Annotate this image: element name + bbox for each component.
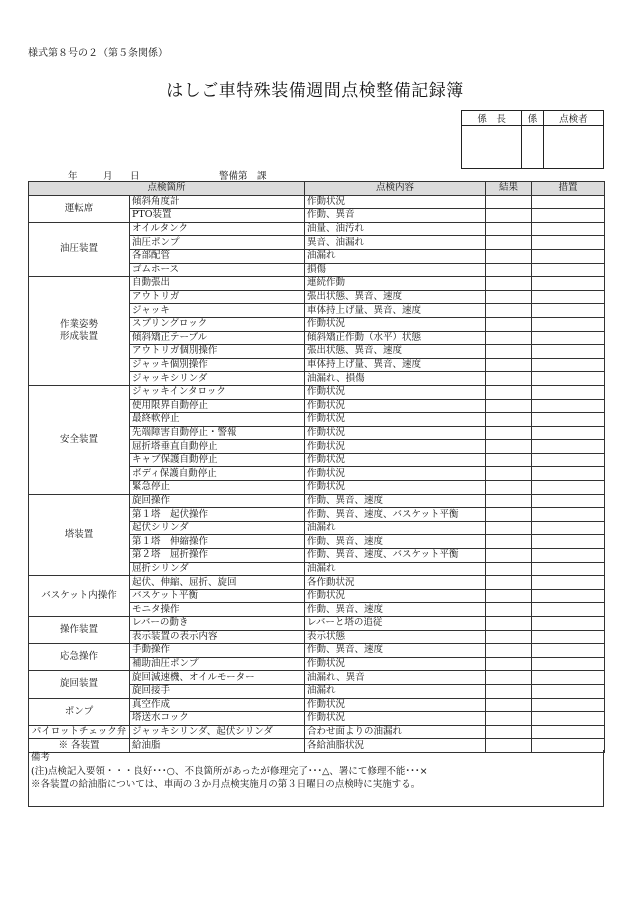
- action-cell[interactable]: [532, 440, 605, 454]
- item-cell: 補助油圧ポンプ: [130, 657, 305, 671]
- date-line: [28, 168, 328, 181]
- item-cell: 最終軟停止: [130, 413, 305, 427]
- action-cell[interactable]: [532, 345, 605, 359]
- action-cell[interactable]: [532, 453, 605, 467]
- item-cell: 屈折シリンダ: [130, 562, 305, 576]
- item-cell: 真空作成: [130, 698, 305, 712]
- category-label: バスケット内操作: [41, 590, 117, 602]
- result-cell[interactable]: [486, 481, 532, 495]
- item-cell: 使用限界自動停止: [130, 399, 305, 413]
- category-label: 運転席: [64, 202, 94, 214]
- table-row: [29, 725, 605, 739]
- category-label: 形成装置: [59, 331, 98, 343]
- item-cell: ジャッキ個別操作: [130, 358, 305, 372]
- action-cell[interactable]: [532, 236, 605, 250]
- remarks-legend: (注)点検記入要領・・・良好･･･○、不良箇所があったが修理完了･･･△、署にて修理不能･･･×: [31, 765, 428, 777]
- action-cell[interactable]: [532, 549, 605, 563]
- check-content-cell: 作動状況: [305, 589, 486, 603]
- category-label: パイロットチェック弁: [31, 726, 127, 738]
- action-cell[interactable]: [532, 562, 605, 576]
- check-content-cell: 車体持上げ量、異音、速度: [305, 358, 486, 372]
- remarks-heading: 備考: [31, 752, 51, 763]
- department-label: 警備第 課: [219, 171, 267, 182]
- result-cell[interactable]: [486, 385, 532, 399]
- item-cell: 旋回接手: [130, 684, 305, 698]
- action-cell[interactable]: [532, 209, 605, 223]
- result-cell[interactable]: [486, 671, 532, 685]
- check-content-cell: 作動状況: [305, 195, 486, 209]
- item-cell: 油圧ポンプ: [130, 236, 305, 250]
- check-content-cell: 張出状態、異音、速度: [305, 345, 486, 359]
- action-cell[interactable]: [532, 249, 605, 263]
- category-cell: [29, 644, 130, 671]
- action-cell[interactable]: [532, 481, 605, 495]
- col-header-action: 措置: [532, 182, 605, 196]
- action-cell[interactable]: [532, 494, 605, 508]
- check-content-cell: 作動状況: [305, 712, 486, 726]
- result-cell[interactable]: [486, 589, 532, 603]
- category-label: 応急操作: [59, 651, 98, 663]
- action-cell[interactable]: [532, 399, 605, 413]
- result-cell[interactable]: [486, 222, 532, 236]
- result-cell[interactable]: [486, 372, 532, 386]
- check-content-cell: 各給油脂状況: [305, 739, 486, 753]
- check-content-cell: 油漏れ: [305, 521, 486, 535]
- item-cell: 第２塔 屈折操作: [130, 549, 305, 563]
- remarks-note: ※各装置の給油脂については、車両の３か月点検実施月の第３日曜日の点検時に実施する。: [31, 779, 421, 790]
- item-cell: 先端障害自動停止・警報: [130, 426, 305, 440]
- category-label: 作業姿勢: [59, 319, 98, 331]
- col-header-content: 点検内容: [305, 182, 486, 196]
- result-cell[interactable]: [486, 440, 532, 454]
- check-content-cell: 車体持上げ量、異音、速度: [305, 304, 486, 318]
- check-content-cell: レバーと塔の追従: [305, 617, 486, 631]
- col-header-location: 点検箇所: [29, 182, 305, 196]
- result-cell[interactable]: [486, 698, 532, 712]
- item-cell: ジャッキインタロック: [130, 385, 305, 399]
- check-content-cell: 作動状況: [305, 657, 486, 671]
- table-row: [29, 644, 605, 658]
- check-content-cell: 張出状態、異音、速度: [305, 290, 486, 304]
- action-cell[interactable]: [532, 277, 605, 291]
- action-cell[interactable]: [532, 263, 605, 277]
- item-cell: 塔送水コック: [130, 712, 305, 726]
- action-cell[interactable]: [532, 372, 605, 386]
- table-row: [29, 671, 605, 685]
- action-cell[interactable]: [532, 535, 605, 549]
- check-content-cell: 作動、異音: [305, 209, 486, 223]
- table-row: [29, 195, 605, 209]
- result-cell[interactable]: [486, 358, 532, 372]
- inspection-table: [28, 181, 605, 753]
- stamp-box-inspector[interactable]: [543, 126, 603, 169]
- category-cell: [29, 617, 130, 644]
- check-content-cell: 作動状況: [305, 413, 486, 427]
- item-cell: モニタ操作: [130, 603, 305, 617]
- result-cell[interactable]: [486, 562, 532, 576]
- action-cell[interactable]: [532, 521, 605, 535]
- stamp-box-staff[interactable]: [522, 126, 543, 169]
- category-cell: [29, 671, 130, 698]
- form-number: 様式第８号の２（第５条関係）: [28, 48, 168, 59]
- item-cell: オイルタンク: [130, 222, 305, 236]
- action-cell[interactable]: [532, 290, 605, 304]
- action-cell[interactable]: [532, 630, 605, 644]
- check-content-cell: 作動状況: [305, 426, 486, 440]
- check-content-cell: 作動、異音、速度、バスケット平衡: [305, 508, 486, 522]
- result-cell[interactable]: [486, 426, 532, 440]
- item-cell: 起伏シリンダ: [130, 521, 305, 535]
- year-label: 年: [68, 171, 78, 182]
- action-cell[interactable]: [532, 684, 605, 698]
- item-cell: バスケット平衡: [130, 589, 305, 603]
- item-cell: ボディ保護自動停止: [130, 467, 305, 481]
- action-cell[interactable]: [532, 644, 605, 658]
- item-cell: 起伏、伸縮、屈折、旋回: [130, 576, 305, 590]
- table-row: [29, 617, 605, 631]
- item-cell: 各部配管: [130, 249, 305, 263]
- table-header-row: [29, 182, 605, 196]
- category-label: 旋回装置: [59, 678, 98, 690]
- check-content-cell: 傾斜矯正作動（水平）状態: [305, 331, 486, 345]
- item-cell: ゴムホース: [130, 263, 305, 277]
- action-cell[interactable]: [532, 712, 605, 726]
- action-cell[interactable]: [532, 195, 605, 209]
- table-row: [29, 494, 605, 508]
- category-cell: [29, 277, 130, 386]
- stamp-header-inspector: 点検者: [543, 111, 603, 126]
- action-cell[interactable]: [532, 617, 605, 631]
- action-cell[interactable]: [532, 331, 605, 345]
- check-content-cell: 油量、油汚れ: [305, 222, 486, 236]
- action-cell[interactable]: [532, 508, 605, 522]
- result-cell[interactable]: [486, 644, 532, 658]
- action-cell[interactable]: [532, 358, 605, 372]
- result-cell[interactable]: [486, 725, 532, 739]
- item-cell: アウトリガ: [130, 290, 305, 304]
- stamp-box-chief[interactable]: [462, 126, 522, 169]
- category-label: 塔装置: [64, 528, 94, 540]
- category-label: 油圧装置: [59, 243, 98, 255]
- item-cell: 第１塔 起伏操作: [130, 508, 305, 522]
- action-cell[interactable]: [532, 467, 605, 481]
- table-row: [29, 277, 605, 291]
- check-content-cell: 作動、異音、速度: [305, 644, 486, 658]
- item-cell: PTO装置: [130, 209, 305, 223]
- table-row: [29, 576, 605, 590]
- action-cell[interactable]: [532, 657, 605, 671]
- category-cell: [29, 576, 130, 617]
- result-cell[interactable]: [486, 467, 532, 481]
- result-cell[interactable]: [486, 657, 532, 671]
- action-cell[interactable]: [532, 698, 605, 712]
- col-header-result: 結果: [486, 182, 532, 196]
- action-cell[interactable]: [532, 317, 605, 331]
- result-cell[interactable]: [486, 236, 532, 250]
- check-content-cell: 作動、異音、速度: [305, 494, 486, 508]
- table-row: [29, 222, 605, 236]
- result-cell[interactable]: [486, 209, 532, 223]
- item-cell: 傾斜矯正テーブル: [130, 331, 305, 345]
- category-cell: [29, 725, 130, 739]
- check-content-cell: 作動状況: [305, 467, 486, 481]
- item-cell: ジャッキシリンダ、起伏シリンダ: [130, 725, 305, 739]
- item-cell: 旋回操作: [130, 494, 305, 508]
- item-cell: スプリングロック: [130, 317, 305, 331]
- item-cell: ジャッキ: [130, 304, 305, 318]
- check-content-cell: 異音、油漏れ: [305, 236, 486, 250]
- item-cell: 緊急停止: [130, 481, 305, 495]
- item-cell: 第１塔 伸縮操作: [130, 535, 305, 549]
- action-cell[interactable]: [532, 671, 605, 685]
- check-content-cell: 油漏れ: [305, 562, 486, 576]
- check-content-cell: 油漏れ: [305, 249, 486, 263]
- result-cell[interactable]: [486, 630, 532, 644]
- check-content-cell: 作動状況: [305, 399, 486, 413]
- action-cell[interactable]: [532, 589, 605, 603]
- result-cell[interactable]: [486, 603, 532, 617]
- remarks-box: [28, 750, 604, 807]
- result-cell[interactable]: [486, 535, 532, 549]
- check-content-cell: 作動状況: [305, 698, 486, 712]
- result-cell[interactable]: [486, 399, 532, 413]
- result-cell[interactable]: [486, 290, 532, 304]
- result-cell[interactable]: [486, 549, 532, 563]
- table-row: [29, 385, 605, 399]
- item-cell: アウトリガ個別操作: [130, 345, 305, 359]
- item-cell: 屈折塔垂直自動停止: [130, 440, 305, 454]
- approval-stamp-box: [461, 110, 604, 169]
- result-cell[interactable]: [486, 494, 532, 508]
- month-label: 月: [103, 171, 113, 182]
- category-label: ※ 各装置: [58, 739, 100, 751]
- category-cell: [29, 494, 130, 576]
- action-cell[interactable]: [532, 576, 605, 590]
- category-label: 安全装置: [59, 433, 98, 445]
- result-cell[interactable]: [486, 712, 532, 726]
- check-content-cell: 作動状況: [305, 453, 486, 467]
- check-content-cell: 油漏れ、損傷: [305, 372, 486, 386]
- result-cell[interactable]: [486, 263, 532, 277]
- table-row: [29, 698, 605, 712]
- check-content-cell: 作動状況: [305, 440, 486, 454]
- result-cell[interactable]: [486, 453, 532, 467]
- result-cell[interactable]: [486, 684, 532, 698]
- item-cell: キャブ保護自動停止: [130, 453, 305, 467]
- result-cell[interactable]: [486, 508, 532, 522]
- action-cell[interactable]: [532, 426, 605, 440]
- result-cell[interactable]: [486, 317, 532, 331]
- check-content-cell: 合わせ面よりの油漏れ: [305, 725, 486, 739]
- check-content-cell: 作動、異音、速度: [305, 603, 486, 617]
- category-cell: [29, 385, 130, 494]
- category-label: 操作装置: [59, 624, 98, 636]
- action-cell[interactable]: [532, 725, 605, 739]
- result-cell[interactable]: [486, 331, 532, 345]
- item-cell: 傾斜角度計: [130, 195, 305, 209]
- action-cell[interactable]: [532, 304, 605, 318]
- check-content-cell: 作動、異音、速度: [305, 535, 486, 549]
- item-cell: 手動操作: [130, 644, 305, 658]
- check-content-cell: 各作動状況: [305, 576, 486, 590]
- check-content-cell: 作動、異音、速度、バスケット平衡: [305, 549, 486, 563]
- result-cell[interactable]: [486, 521, 532, 535]
- action-cell[interactable]: [532, 385, 605, 399]
- check-content-cell: 油漏れ: [305, 684, 486, 698]
- check-content-cell: 油漏れ、異音: [305, 671, 486, 685]
- stamp-header-staff: 係: [522, 111, 543, 126]
- category-cell: [29, 698, 130, 725]
- item-cell: レバーの動き: [130, 617, 305, 631]
- item-cell: 旋回減速機、オイルモーター: [130, 671, 305, 685]
- page-title: はしご車特殊装備週間点検整備記録簿: [166, 81, 464, 101]
- result-cell[interactable]: [486, 345, 532, 359]
- result-cell[interactable]: [486, 617, 532, 631]
- result-cell[interactable]: [486, 195, 532, 209]
- check-content-cell: 作動状況: [305, 317, 486, 331]
- action-cell[interactable]: [532, 222, 605, 236]
- result-cell[interactable]: [486, 277, 532, 291]
- check-content-cell: 表示状態: [305, 630, 486, 644]
- category-label: ポンプ: [64, 705, 94, 717]
- day-label: 日: [130, 171, 140, 182]
- action-cell[interactable]: [532, 603, 605, 617]
- item-cell: 自動張出: [130, 277, 305, 291]
- result-cell[interactable]: [486, 576, 532, 590]
- result-cell[interactable]: [486, 413, 532, 427]
- category-cell: [29, 195, 130, 222]
- category-cell: [29, 222, 130, 276]
- item-cell: 給油脂: [130, 739, 305, 753]
- stamp-header-chief: 係 長: [462, 111, 522, 126]
- result-cell[interactable]: [486, 304, 532, 318]
- check-content-cell: 作動状況: [305, 481, 486, 495]
- action-cell[interactable]: [532, 413, 605, 427]
- item-cell: ジャッキシリンダ: [130, 372, 305, 386]
- check-content-cell: 作動状況: [305, 385, 486, 399]
- item-cell: 表示装置の表示内容: [130, 630, 305, 644]
- result-cell[interactable]: [486, 249, 532, 263]
- check-content-cell: 損傷: [305, 263, 486, 277]
- check-content-cell: 連続作動: [305, 277, 486, 291]
